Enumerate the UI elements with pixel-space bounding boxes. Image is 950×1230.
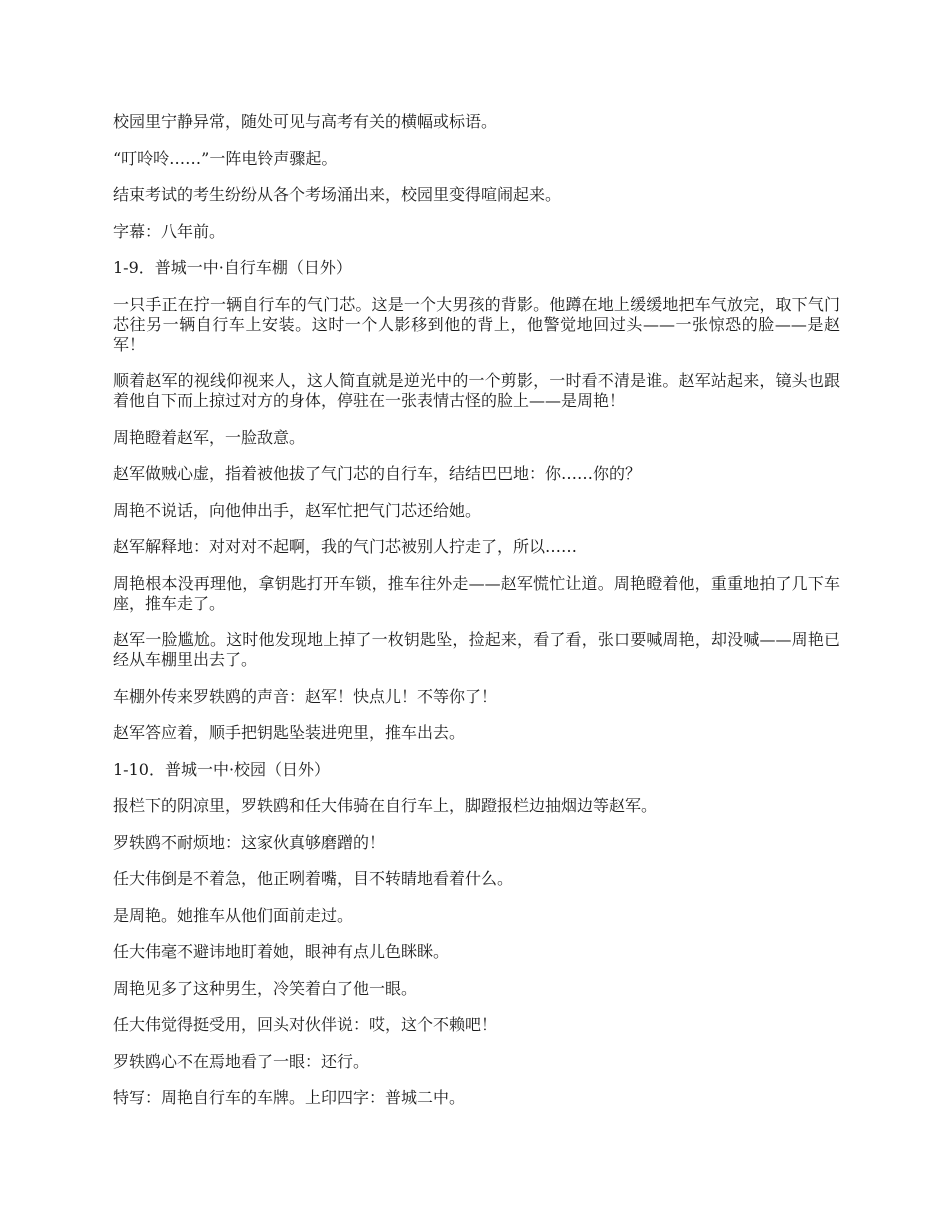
paragraph-6: 一只手正在拧一辆自行车的气门芯。这是一个大男孩的背影。他蹲在地上缓缓地把车气放完，取下气门芯往另一辆自行车上安装。这时一个人影移到他的背上，他警觉地回过头——一张惊恐的脸——是赵军！ <box>113 294 840 354</box>
paragraph-25: 特写：周艳自行车的车牌。上印四字：普城二中。 <box>113 1088 466 1107</box>
paragraph-4: 字幕：八年前。 <box>113 221 226 241</box>
paragraph-8: 周艳瞪着赵军，一脸敌意。 <box>113 427 306 447</box>
paragraph-12: 周艳根本没再理他，拿钥匙打开车锁，推车往外走——赵军慌忙让道。周艳瞪着他，重重地拍了几下车座，推车走了。 <box>113 573 840 613</box>
paragraph-14: 车棚外传来罗轶鸥的声音：赵军！快点儿！不等你了！ <box>113 686 498 706</box>
paragraph-23: 任大伟觉得挺受用，回头对伙伴说：哎，这个不赖吧！ <box>113 1015 498 1034</box>
paragraph-2: “叮呤呤……”一阵电铃声骤起。 <box>113 148 338 168</box>
paragraph-22: 周艳见多了这种男生，冷笑着白了他一眼。 <box>113 978 418 998</box>
paragraph-3: 结束考试的考生纷纷从各个考场涌出来，校园里变得喧闹起来。 <box>113 185 562 204</box>
script-text-body <box>113 112 840 1125</box>
paragraph-9: 赵军做贼心虚，指着被他拔了气门芯的自行车，结结巴巴地：你……你的？ <box>113 464 642 483</box>
paragraph-13: 赵军一脸尴尬。这时他发现地上掉了一枚钥匙坠，捡起来，看了看，张口要喊周艳，却没喊——周艳已经从车棚里出去了。 <box>113 630 840 669</box>
scene-heading-1-10: 1-10．普城一中·校园（日外） <box>113 759 331 779</box>
paragraph-17: 报栏下的阴凉里，罗轶鸥和任大伟骑在自行车上，脚蹬报栏边抽烟边等赵军。 <box>113 796 658 815</box>
paragraph-18: 罗轶鸥不耐烦地：这家伙真够磨蹭的！ <box>113 832 386 852</box>
paragraph-19: 任大伟倒是不着急，他正咧着嘴，目不转睛地看着什么。 <box>113 869 514 888</box>
paragraph-11: 赵军解释地：对对对不起啊，我的气门芯被别人拧走了，所以…… <box>113 537 578 556</box>
paragraph-7: 顺着赵军的视线仰视来人，这人简直就是逆光中的一个剪影，一时看不清是谁。赵军站起来，镜头也跟着他自下而上掠过对方的身体，停驻在一张表情古怪的脸上——是周艳！ <box>113 371 840 410</box>
paragraph-24: 罗轶鸥心不在焉地看了一眼：还行。 <box>113 1051 370 1071</box>
scene-heading-1-9: 1-9．普城一中·自行车棚（日外） <box>113 258 352 277</box>
paragraph-21: 任大伟毫不避讳地盯着她，眼神有点儿色眯眯。 <box>113 942 450 961</box>
paragraph-1: 校园里宁静异常，随处可见与高考有关的横幅或标语。 <box>113 112 498 131</box>
paragraph-20: 是周艳。她推车从他们面前走过。 <box>113 905 354 925</box>
paragraph-15: 赵军答应着，顺手把钥匙坠装进兜里，推车出去。 <box>113 723 466 742</box>
paragraph-10: 周艳不说话，向他伸出手，赵军忙把气门芯还给她。 <box>113 500 482 520</box>
